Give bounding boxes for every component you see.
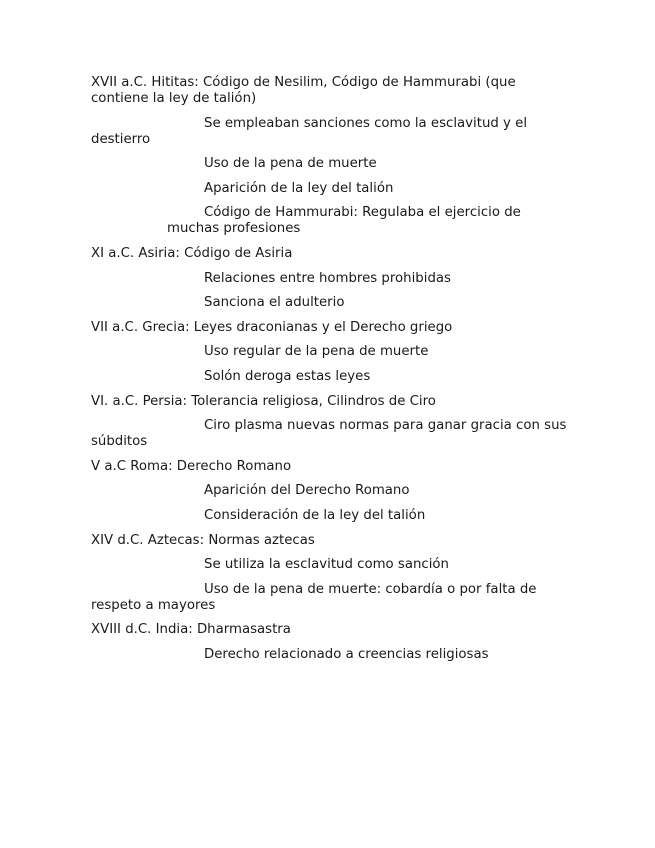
list-item: Se empleaban sanciones como la esclavitud y el destierro [91,115,528,147]
section-heading-hititas: XVII a.C. Hititas: Código de Nesilim, Código de Hammurabi (que contiene la ley de talión) [91,75,516,106]
list-item: Aparición de la ley del talión [204,180,394,196]
section-heading-india: XVIII d.C. India: Dharmasastra [91,622,291,638]
list-item: Se utiliza la esclavitud como sanción [204,557,449,573]
list-item: Uso regular de la pena de muerte [204,344,429,360]
section-heading-aztecas: XIV d.C. Aztecas: Normas aztecas [91,532,315,548]
section-heading-asiria: XI a.C. Asiria: Código de Asiria [91,245,293,261]
document-page [91,75,571,671]
list-item: Consideración de la ley del talión [204,507,426,523]
list-item: Uso de la pena de muerte [204,156,377,172]
section-heading-persia: VI. a.C. Persia: Tolerancia religiosa, Cilindros de Ciro [91,393,436,409]
section-heading-grecia: VII a.C. Grecia: Leyes draconianas y el Derecho griego [91,319,453,335]
list-item: Relaciones entre hombres prohibidas [204,270,451,286]
list-item: Código de Hammurabi: Regulaba el ejercicio de muchas profesiones [167,205,521,237]
section-heading-roma: V a.C Roma: Derecho Romano [91,458,292,474]
list-item: Ciro plasma nuevas normas para ganar gracia con sus súbditos [91,418,567,450]
list-item: Uso de la pena de muerte: cobardía o por falta de respeto a mayores [91,581,537,613]
list-item: Solón deroga estas leyes [204,368,371,384]
list-item: Aparición del Derecho Romano [204,483,410,499]
list-item: Sanciona el adulterio [204,295,345,311]
list-item: Derecho relacionado a creencias religiosas [204,646,489,662]
